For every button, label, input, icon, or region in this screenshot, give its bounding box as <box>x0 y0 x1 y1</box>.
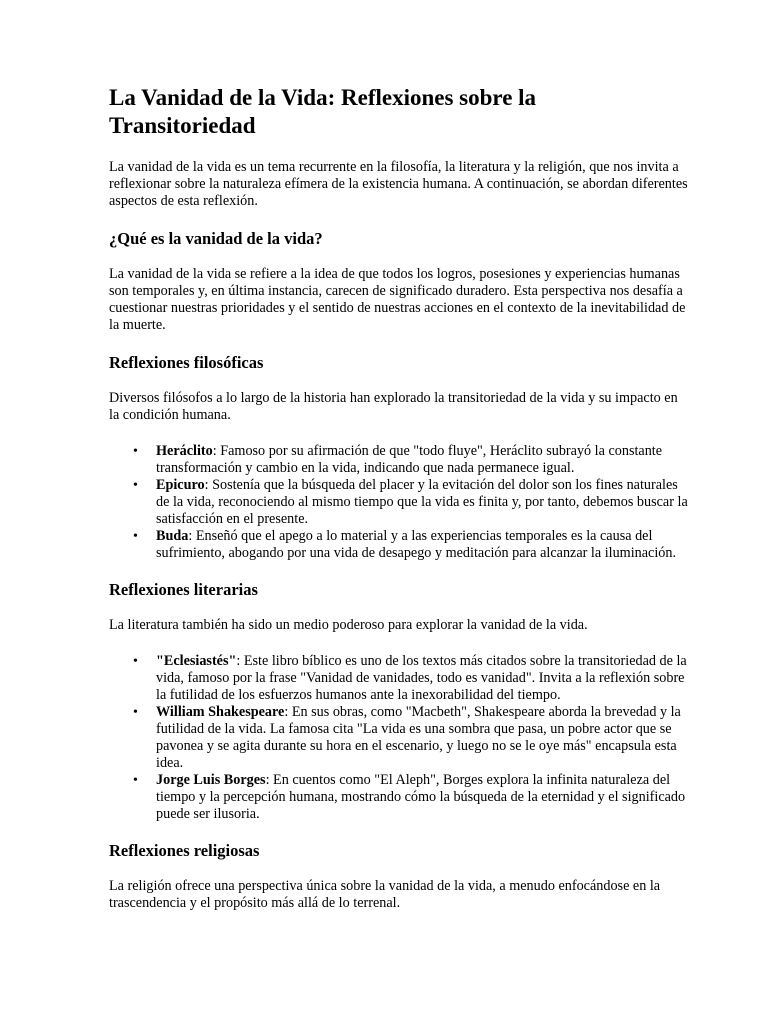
intro-paragraph: La vanidad de la vida es un tema recurrente en la filosofía, la literatura y la religión, que nos invita a reflexionar sobre la naturaleza efímera de la existencia humana. A continuación, se abordan diferentes aspectos de esta reflexión. <box>109 159 688 209</box>
section-heading-literary: Reflexiones literarias <box>109 580 258 599</box>
literary-list <box>109 653 688 823</box>
list-item-term: William Shakespeare <box>156 704 285 720</box>
list-item-text: : En cuentos como "El Aleph", Borges explora la infinita naturaleza del tiempo y la percepción humana, mostrando cómo la búsqueda de la eternidad y el significado puede ser ilusoria. <box>156 772 686 822</box>
section-literary-paragraph: La literatura también ha sido un medio poderoso para explorar la vanidad de la vida. <box>109 617 588 633</box>
list-item <box>133 443 688 477</box>
philosophers-list <box>109 443 688 562</box>
list-item-term: Epicuro <box>156 477 205 493</box>
list-item <box>133 477 688 528</box>
list-item-text: : En sus obras, como "Macbeth", Shakespeare aborda la brevedad y la futilidad de la vida. La famosa cita "La vida es una sombra que pasa, un pobre actor que se pavonea y se agita durante su hora en el escenario, y luego no se le oye más" encapsula esta idea. <box>156 704 681 771</box>
list-item <box>133 704 688 772</box>
section-heading-religious: Reflexiones religiosas <box>109 841 260 860</box>
list-item <box>133 653 688 704</box>
list-item-text: : Este libro bíblico es uno de los textos más citados sobre la transitoriedad de la vida, famoso por la frase "Vanidad de vanidades, todo es vanidad". Invita a la reflexión sobre la futilidad de los esfuerzos humanos ante la inexorabilidad del tiempo. <box>156 653 687 703</box>
section-religious-paragraph: La religión ofrece una perspectiva única sobre la vanidad de la vida, a menudo enfocándose en la trascendencia y el propósito más allá de lo terrenal. <box>109 878 661 911</box>
section-heading-philosophical: Reflexiones filosóficas <box>109 353 264 372</box>
list-item <box>133 528 688 562</box>
list-item-term: Jorge Luis Borges <box>156 772 266 788</box>
bullet-icon: • <box>133 773 138 788</box>
bullet-icon: • <box>133 654 138 669</box>
bullet-icon: • <box>133 444 138 459</box>
bullet-icon: • <box>133 478 138 493</box>
section-what-is-paragraph: La vanidad de la vida se refiere a la idea de que todos los logros, posesiones y experiencias humanas son temporales y, en última instancia, carecen de significado duradero. Esta perspectiva nos desafía a cuestionar nuestras prioridades y el sentido de nuestras acciones en el contexto de la inevitabilidad de la muerte. <box>109 266 686 333</box>
bullet-icon: • <box>133 705 138 720</box>
list-item-text: : Famoso por su afirmación de que "todo fluye", Heráclito subrayó la constante transformación y cambio en la vida, indicando que nada permanece igual. <box>156 443 663 476</box>
list-item <box>133 772 688 823</box>
list-item-term: Heráclito <box>156 443 213 459</box>
page-title: La Vanidad de la Vida: Reflexiones sobre la Transitoriedad <box>109 85 537 138</box>
section-heading-what-is: ¿Qué es la vanidad de la vida? <box>109 229 323 248</box>
list-item-text: : Sostenía que la búsqueda del placer y la evitación del dolor son los fines naturales de la vida, reconociendo al mismo tiempo que la vida es finita y, por tanto, debemos buscar la satisfacción en el presente. <box>156 477 688 527</box>
bullet-icon: • <box>133 529 138 544</box>
list-item-term: "Eclesiastés" <box>156 653 237 669</box>
section-philosophical-paragraph: Diversos filósofos a lo largo de la historia han explorado la transitoriedad de la vida y su impacto en la condición humana. <box>109 390 678 423</box>
list-item-term: Buda <box>156 528 189 544</box>
list-item-text: : Enseñó que el apego a lo material y a las experiencias temporales es la causa del sufrimiento, abogando por una vida de desapego y meditación para alcanzar la iluminación. <box>156 528 677 561</box>
